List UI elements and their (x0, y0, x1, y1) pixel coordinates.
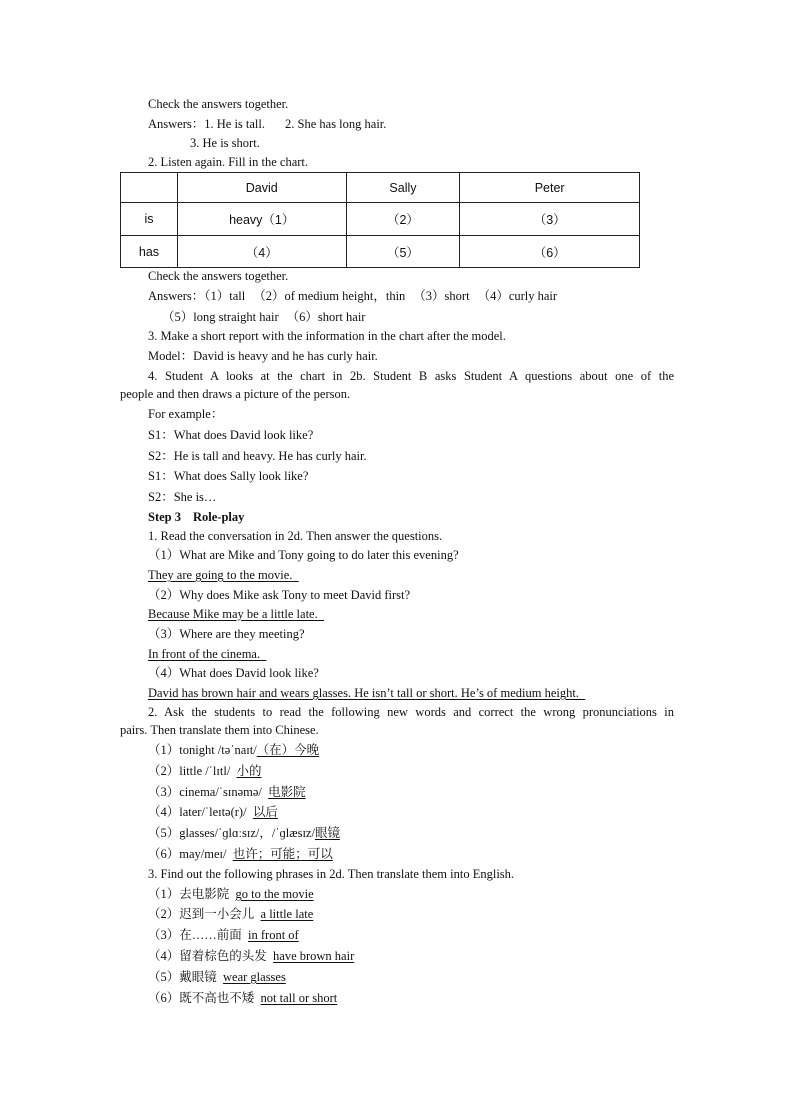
phrase-item (148, 991, 337, 1006)
vocab-translation: 以后 (252, 805, 278, 819)
vocab-translation: 也许；可能；可以 (232, 847, 333, 861)
chart-cell: （6） (460, 236, 640, 268)
answer-item: （5）long straight hair (162, 310, 279, 324)
chart-row (121, 203, 640, 236)
chart-header-row (121, 173, 640, 203)
answer-item: （2）of medium height，thin (253, 289, 406, 303)
vocab-item (148, 805, 278, 820)
chart-row-label: is (121, 203, 178, 236)
answer-item: （3）short (413, 289, 470, 303)
phrase-chinese: （5）戴眼镜 (148, 970, 217, 984)
answer-text: Because Mike may be a little late. (148, 607, 318, 621)
vocab-word: （3）cinema/ˈsɪnəmə/ (148, 785, 262, 799)
ask-instruction-line-2: pairs. Then translate them into Chinese. (120, 723, 319, 737)
step-number: Step 3 (148, 510, 181, 524)
vocab-word: （4）later/ˈleɪtə(r)/ (148, 805, 247, 819)
vocab-translation: 电影院 (268, 785, 306, 799)
chart-cell: （2） (346, 203, 460, 236)
vocab-item (148, 764, 262, 779)
step-3-heading (148, 510, 244, 525)
question: （2）Why does Mike ask Tony to meet David first? (148, 588, 411, 602)
listen-again-instruction: 2. Listen again. Fill in the chart. (148, 155, 309, 169)
vocab-item (148, 826, 340, 841)
answer-line (148, 647, 266, 662)
phrase-chinese: （4）留着棕色的头发 (148, 949, 267, 963)
answer-text: In front of the cinema. (148, 647, 261, 661)
vocab-translation: （在）今晚 (256, 743, 320, 757)
vocab-item (148, 785, 306, 800)
answer-text: They are going to the movie. (148, 568, 293, 582)
phrase-item (148, 949, 354, 964)
chart-header-cell: Sally (346, 173, 460, 203)
answers-2-line-2 (162, 310, 365, 325)
question: （4）What does David look like? (148, 666, 319, 680)
answers-prefix: Answers： (148, 289, 205, 303)
vocab-word: （1）tonight /təˈnaɪt/ (148, 743, 257, 757)
task-4-line-1: 4. Student A looks at the chart in 2b. Student B asks Student A questions about one of the (148, 369, 674, 383)
phrase-item (148, 970, 286, 985)
phrase-chinese: （2）迟到一小会儿 (148, 907, 255, 921)
answer-2: 2. She has long hair. (285, 117, 387, 131)
phrase-chinese: （6）既不高也不矮 (148, 991, 255, 1005)
task-3: 3. Make a short report with the information in the chart after the model. (148, 329, 506, 343)
phrase-item (148, 928, 299, 943)
answer-item: （4）curly hair (477, 289, 558, 303)
read-instruction: 1. Read the conversation in 2d. Then answer the questions. (148, 529, 443, 543)
chart-header-cell: David (177, 173, 346, 203)
dialog-line: S2：He is tall and heavy. He has curly hair. (148, 449, 367, 463)
answer-item: （1）tall (204, 289, 246, 303)
chart-cell: （5） (346, 236, 460, 268)
phrase-english: have brown hair (273, 949, 355, 963)
phrase-english: not tall or short (260, 991, 338, 1005)
check-answers-2: Check the answers together. (148, 269, 289, 283)
answer-text: David has brown hair and wears glasses. He isn’t tall or short. He’s of medium height. (148, 686, 579, 700)
phrase-chinese: （1）去电影院 (148, 887, 230, 901)
model-sentence: Model：David is heavy and he has curly hair. (148, 349, 378, 363)
dialog-line: S2：She is… (148, 490, 217, 504)
task-4-line-2: people and then draws a picture of the person. (120, 387, 351, 401)
dialog-line: S1：What does Sally look like? (148, 469, 309, 483)
answers-prefix: Answers： (148, 117, 205, 131)
chart-header-cell (121, 173, 178, 203)
chart-header-cell: Peter (460, 173, 640, 203)
step-title: Role-play (193, 510, 245, 524)
answers-2-line-1 (148, 289, 557, 304)
answer-line (148, 686, 585, 701)
example-label: For example： (148, 407, 224, 421)
chart-row-label: has (121, 236, 178, 268)
ask-instruction-line-1: 2. Ask the students to read the following new words and correct the wrong pronunciations in (148, 705, 674, 719)
vocab-word: （2）little /ˈlɪtl/ (148, 764, 231, 778)
answer-line (148, 568, 299, 583)
answers-1 (148, 117, 386, 132)
check-answers-1: Check the answers together. (148, 97, 289, 111)
answer-1: 1. He is tall. (204, 117, 266, 131)
phrase-chinese: （3）在……前面 (148, 928, 242, 942)
vocab-item (148, 847, 333, 862)
phrase-item (148, 907, 313, 922)
vocab-word: （5）glasses/ˈɡlɑːsɪz/，/ˈɡlæsɪz/ (148, 826, 315, 840)
vocab-translation: 小的 (236, 764, 262, 778)
vocab-translation: 眼镜 (314, 826, 340, 840)
vocab-word: （6）may/meɪ/ (148, 847, 227, 861)
chart-cell: （3） (460, 203, 640, 236)
answer-line (148, 607, 324, 622)
vocab-item (148, 743, 319, 758)
phrase-english: go to the movie (235, 887, 314, 901)
answer-3: 3. He is short. (190, 136, 260, 150)
chart-cell: （4） (177, 236, 346, 268)
question: （1）What are Mike and Tony going to do later this evening? (148, 548, 459, 562)
find-phrases-instruction: 3. Find out the following phrases in 2d. Then translate them into English. (148, 867, 515, 881)
dialog-line: S1：What does David look like? (148, 428, 314, 442)
phrase-english: in front of (248, 928, 299, 942)
fill-in-chart (120, 172, 640, 268)
phrase-english: a little late (260, 907, 314, 921)
question: （3）Where are they meeting? (148, 627, 305, 641)
phrase-english: wear glasses (223, 970, 286, 984)
answer-item: （6）short hair (286, 310, 366, 324)
chart-cell: heavy（1） (177, 203, 346, 236)
phrase-item (148, 887, 314, 902)
chart-row (121, 236, 640, 268)
